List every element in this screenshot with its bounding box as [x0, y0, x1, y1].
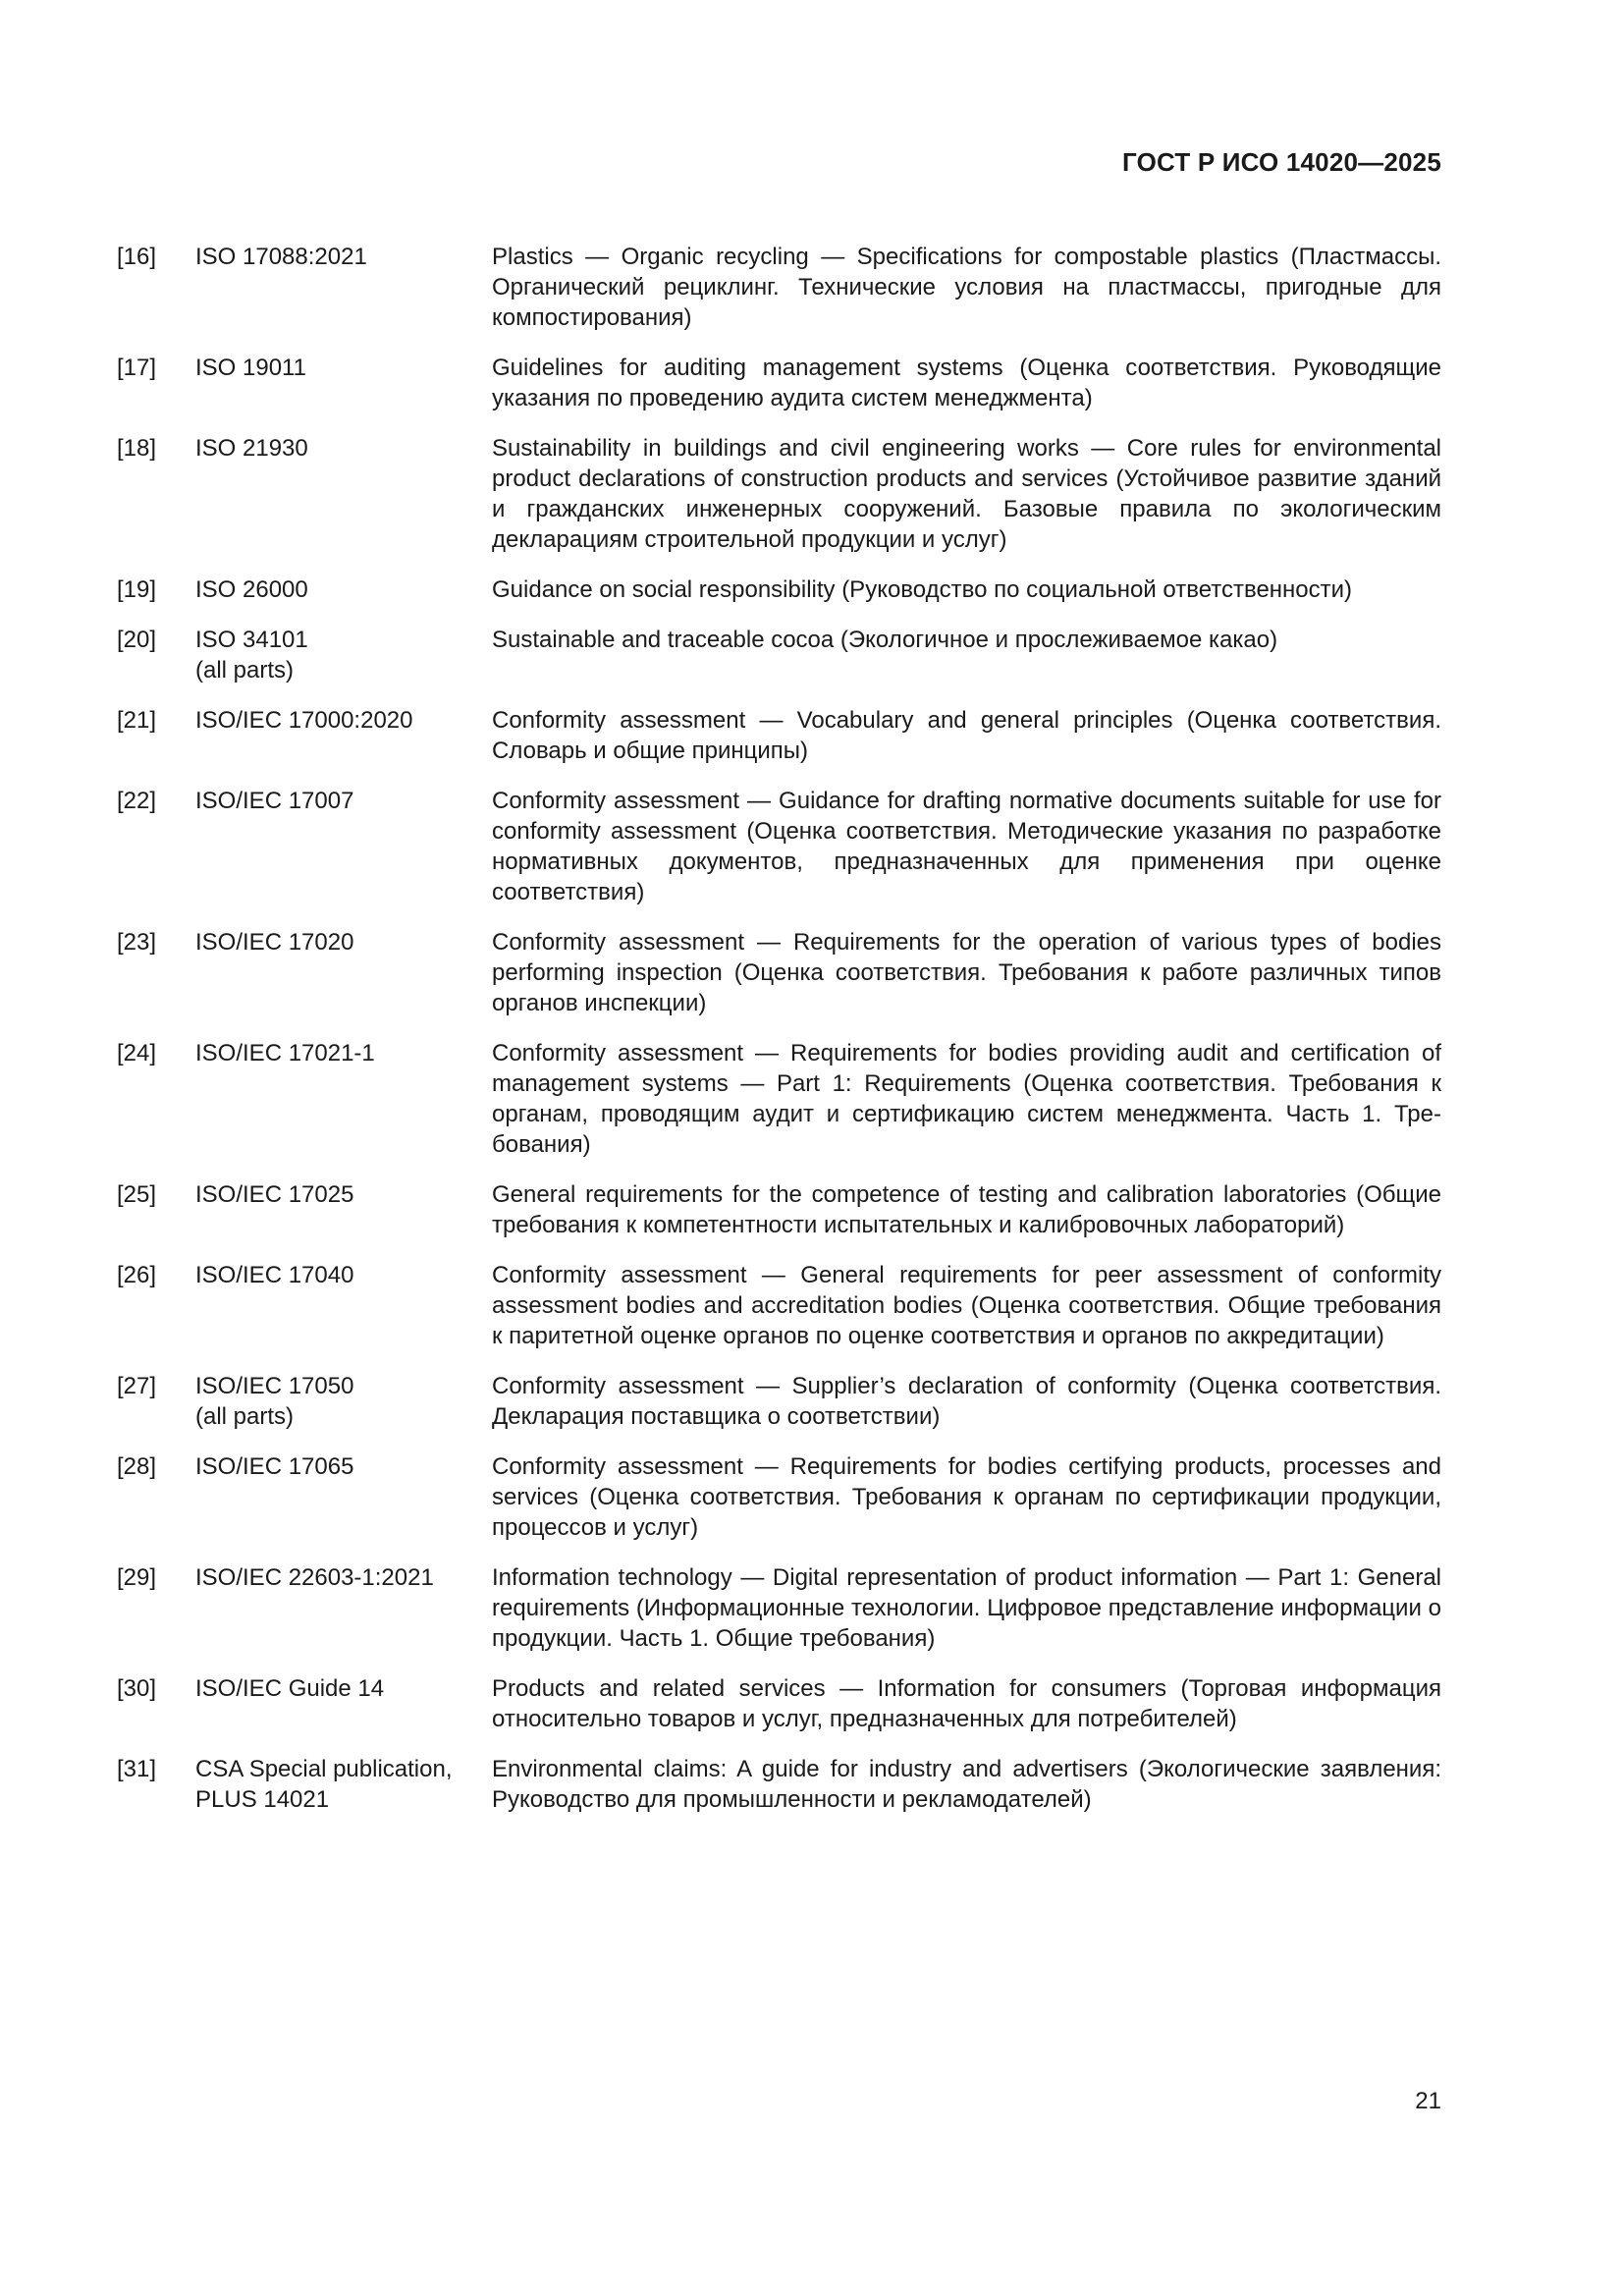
reference-number: [26]	[117, 1262, 157, 1288]
reference-number: [16]	[117, 244, 157, 270]
reference-number: [22]	[117, 788, 157, 814]
reference-row-29	[117, 1562, 1441, 1654]
reference-row-27	[117, 1371, 1441, 1432]
reference-standard-code: ISO/IEC 17021-1	[195, 1040, 375, 1066]
reference-title: Conformity assessment — Requirements for bodies providing audit and certification of management systems — Part 1: Requirements (Оценка соответствия. Требования к органам, проводящим аудит и сертификацию систем менеджмента. Часть 1. Требования)	[492, 1040, 1441, 1158]
reference-standard-code: ISO/IEC 17025	[195, 1181, 354, 1208]
bibliography-list	[117, 242, 1441, 1815]
reference-title: Conformity assessment — General requirements for peer assessment of conformity assessment bodies and accreditation bodies (Оценка соответствия. Общие требования к паритетной оценке органов по оценке соответствия и органов по аккредитации)	[492, 1262, 1441, 1349]
document-code: ГОСТ Р ИСО 14020—2025	[1121, 147, 1441, 177]
reference-standard-code: ISO/IEC 17065	[195, 1453, 354, 1480]
reference-number: [30]	[117, 1675, 157, 1702]
reference-row-17	[117, 353, 1441, 413]
reference-standard-code: ISO 26000	[195, 576, 308, 603]
reference-number: [20]	[117, 627, 157, 653]
reference-row-21	[117, 705, 1441, 766]
reference-row-20	[117, 625, 1441, 685]
reference-row-26	[117, 1260, 1441, 1351]
reference-number: [21]	[117, 707, 157, 734]
reference-row-30	[117, 1673, 1441, 1734]
reference-title: Conformity assessment — Guidance for drafting normative documents suitable for use for conformity assessment (Оценка соответствия. Методические указания по разработке нормативных документов, предназначенных для применения при оценке соответствия)	[492, 788, 1441, 905]
reference-row-22	[117, 786, 1441, 907]
reference-standard-code: ISO 17088:2021	[195, 244, 367, 270]
reference-title: Conformity assessment — Requirements for bodies certifying products, processes and services (Оценка соответствия. Требования к органам по сертификации продукции, процессов и услуг)	[492, 1453, 1441, 1541]
reference-title: Information technology — Digital representation of product information — Part 1: General requirements (Информационные технологии. Цифровое представление информации о продукции. Часть 1. Общие требования)	[492, 1564, 1441, 1652]
reference-standard-code: ISO/IEC 17050 (all parts)	[195, 1373, 354, 1430]
reference-title: Plastics — Organic recycling — Specifications for compostable plastics (Пластмассы. Органический рециклинг. Технические условия на пластмассы, пригодные для компостирования)	[492, 244, 1441, 331]
reference-number: [28]	[117, 1453, 157, 1480]
reference-row-24	[117, 1038, 1441, 1160]
reference-number: [24]	[117, 1040, 157, 1066]
reference-number: [25]	[117, 1181, 157, 1208]
reference-number: [17]	[117, 355, 157, 381]
reference-title: Guidance on social responsibility (Руководство по социальной ответственности)	[492, 576, 1353, 603]
reference-standard-code: ISO/IEC 22603-1:2021	[195, 1564, 434, 1591]
reference-title: Sustainability in buildings and civil engineering works — Core rules for environmental product declarations of construction products and services (Устойчивое развитие зданий и гражданских инженерных сооружений. Базовые правила по экологическим декларациям строительной продукции и услуг)	[492, 435, 1441, 553]
reference-row-23	[117, 927, 1441, 1018]
reference-number: [18]	[117, 435, 157, 462]
reference-standard-code: ISO 19011	[195, 355, 306, 381]
reference-row-28	[117, 1451, 1441, 1543]
reference-row-18	[117, 433, 1441, 555]
page-number: 21	[1415, 2088, 1441, 2114]
reference-title: Guidelines for auditing management systems (Оценка соответствия. Руководящие указания по проведению аудита систем менеджмента)	[492, 355, 1441, 411]
reference-number: [31]	[117, 1756, 157, 1782]
reference-standard-code: ISO 21930	[195, 435, 308, 462]
reference-title: General requirements for the competence of testing and calibration laboratories (Общие требования к компетентности испытательных и калибровочных лабораторий)	[492, 1181, 1441, 1238]
reference-standard-code: ISO 34101 (all parts)	[195, 627, 308, 683]
reference-number: [27]	[117, 1373, 157, 1399]
reference-row-16	[117, 242, 1441, 333]
reference-number: [19]	[117, 576, 157, 603]
reference-standard-code: ISO/IEC 17000:2020	[195, 707, 413, 734]
reference-number: [29]	[117, 1564, 157, 1591]
reference-standard-code: ISO/IEC 17020	[195, 929, 354, 956]
reference-standard-code: ISO/IEC 17007	[195, 788, 354, 814]
reference-row-31	[117, 1754, 1441, 1815]
reference-title: Environmental claims: A guide for industry and advertisers (Экологические заявления: Руководство для промышленности и рекламодателей)	[492, 1756, 1441, 1813]
reference-title: Conformity assessment — Requirements for the operation of various types of bodies performing inspection (Оценка соответствия. Требования к работе различных типов органов инспекции)	[492, 929, 1441, 1016]
reference-title: Products and related services — Information for consumers (Торговая информация относительно товаров и услуг, предназначенных для потребителей)	[492, 1675, 1441, 1732]
reference-title: Conformity assessment — Vocabulary and general principles (Оценка соответствия. Словарь и общие принципы)	[492, 707, 1441, 764]
reference-title: Conformity assessment — Supplier’s declaration of conformity (Оценка соответствия. Декларация поставщика о соответствии)	[492, 1373, 1441, 1430]
reference-row-19	[117, 574, 1441, 605]
reference-title: Sustainable and traceable cocoa (Экологичное и прослеживаемое какао)	[492, 627, 1278, 653]
reference-standard-code: ISO/IEC 17040	[195, 1262, 354, 1288]
reference-standard-code: CSA Special publication, PLUS 14021	[195, 1756, 453, 1813]
reference-standard-code: ISO/IEC Guide 14	[195, 1675, 385, 1702]
reference-number: [23]	[117, 929, 157, 956]
reference-row-25	[117, 1179, 1441, 1240]
